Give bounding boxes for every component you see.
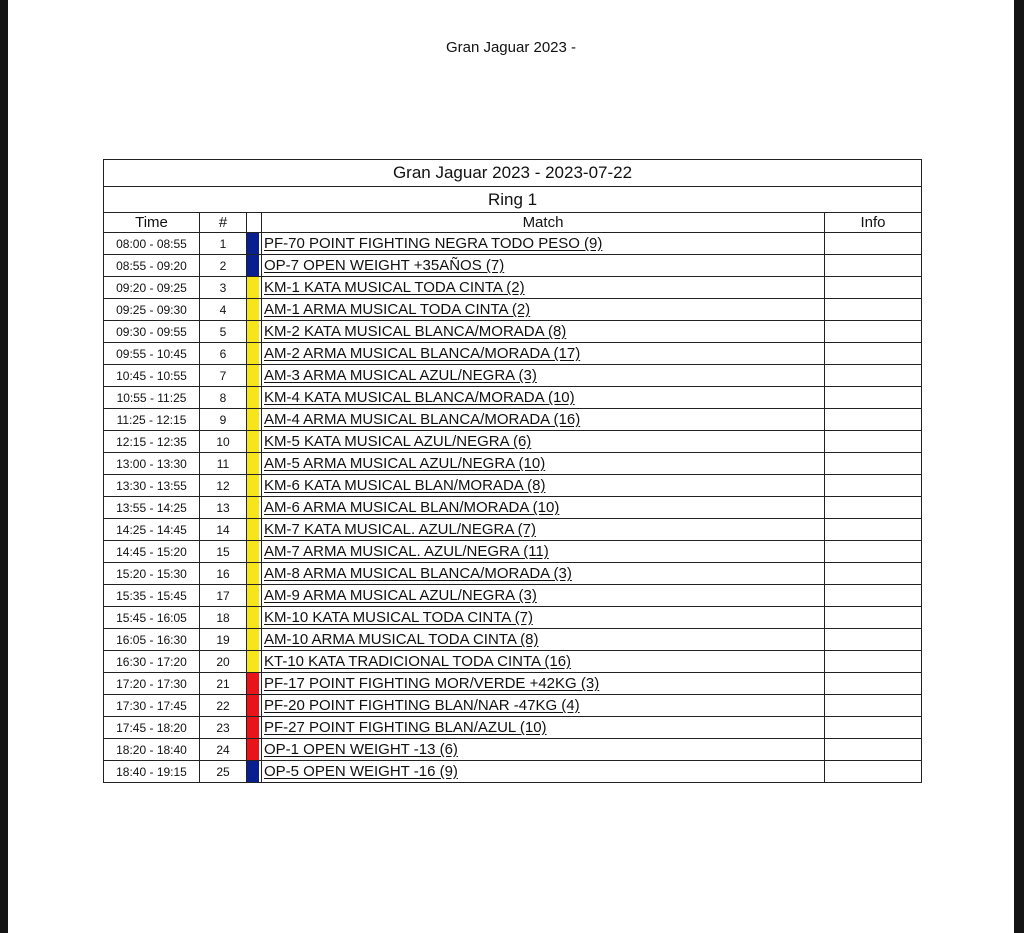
number-cell: 4: [200, 299, 247, 321]
number-cell: 8: [200, 387, 247, 409]
match-cell: PF-20 POINT FIGHTING BLAN/NAR -47KG (4): [262, 695, 825, 717]
color-swatch: [247, 321, 259, 342]
color-cell: [247, 563, 262, 585]
info-cell: [825, 585, 922, 607]
table-row: [104, 387, 922, 409]
color-cell: [247, 695, 262, 717]
color-cell: [247, 629, 262, 651]
number-cell: 3: [200, 277, 247, 299]
color-swatch: [247, 233, 259, 254]
table-title-row: [104, 160, 922, 187]
color-cell: [247, 673, 262, 695]
match-cell: KM-4 KATA MUSICAL BLANCA/MORADA (10): [262, 387, 825, 409]
info-cell: [825, 233, 922, 255]
match-cell: AM-2 ARMA MUSICAL BLANCA/MORADA (17): [262, 343, 825, 365]
time-cell: 14:25 - 14:45: [104, 519, 200, 541]
info-cell: [825, 475, 922, 497]
color-cell: [247, 431, 262, 453]
color-cell: [247, 717, 262, 739]
number-cell: 13: [200, 497, 247, 519]
time-cell: 14:45 - 15:20: [104, 541, 200, 563]
time-cell: 17:30 - 17:45: [104, 695, 200, 717]
info-cell: [825, 673, 922, 695]
table-row: [104, 717, 922, 739]
info-cell: [825, 277, 922, 299]
table-row: [104, 409, 922, 431]
info-cell: [825, 563, 922, 585]
color-swatch: [247, 673, 259, 694]
color-swatch: [247, 541, 259, 562]
color-swatch: [247, 761, 259, 782]
color-cell: [247, 387, 262, 409]
time-cell: 13:55 - 14:25: [104, 497, 200, 519]
number-cell: 18: [200, 607, 247, 629]
number-cell: 6: [200, 343, 247, 365]
color-cell: [247, 497, 262, 519]
color-cell: [247, 739, 262, 761]
color-cell: [247, 321, 262, 343]
column-header-color: [247, 213, 262, 233]
info-cell: [825, 629, 922, 651]
color-cell: [247, 541, 262, 563]
time-cell: 10:45 - 10:55: [104, 365, 200, 387]
match-cell: AM-7 ARMA MUSICAL. AZUL/NEGRA (11): [262, 541, 825, 563]
time-cell: 18:20 - 18:40: [104, 739, 200, 761]
number-cell: 10: [200, 431, 247, 453]
info-cell: [825, 299, 922, 321]
color-swatch: [247, 299, 259, 320]
number-cell: 20: [200, 651, 247, 673]
time-cell: 17:45 - 18:20: [104, 717, 200, 739]
column-header-number: #: [200, 213, 247, 233]
table-row: [104, 607, 922, 629]
table-row: [104, 365, 922, 387]
table-title: Gran Jaguar 2023 - 2023-07-22: [104, 160, 922, 187]
time-cell: 10:55 - 11:25: [104, 387, 200, 409]
match-cell: KM-2 KATA MUSICAL BLANCA/MORADA (8): [262, 321, 825, 343]
time-cell: 09:30 - 09:55: [104, 321, 200, 343]
number-cell: 11: [200, 453, 247, 475]
column-header-row: [104, 213, 922, 233]
table-row: [104, 299, 922, 321]
number-cell: 19: [200, 629, 247, 651]
number-cell: 5: [200, 321, 247, 343]
time-cell: 15:20 - 15:30: [104, 563, 200, 585]
color-cell: [247, 585, 262, 607]
color-swatch: [247, 343, 259, 364]
match-cell: OP-1 OPEN WEIGHT -13 (6): [262, 739, 825, 761]
table-row: [104, 651, 922, 673]
color-swatch: [247, 365, 259, 386]
time-cell: 12:15 - 12:35: [104, 431, 200, 453]
match-cell: AM-5 ARMA MUSICAL AZUL/NEGRA (10): [262, 453, 825, 475]
table-row: [104, 629, 922, 651]
color-cell: [247, 475, 262, 497]
table-row: [104, 695, 922, 717]
info-cell: [825, 365, 922, 387]
number-cell: 17: [200, 585, 247, 607]
color-cell: [247, 365, 262, 387]
color-cell: [247, 409, 262, 431]
match-cell: KM-5 KATA MUSICAL AZUL/NEGRA (6): [262, 431, 825, 453]
time-cell: 09:20 - 09:25: [104, 277, 200, 299]
info-cell: [825, 453, 922, 475]
match-cell: PF-17 POINT FIGHTING MOR/VERDE +42KG (3): [262, 673, 825, 695]
info-cell: [825, 409, 922, 431]
time-cell: 11:25 - 12:15: [104, 409, 200, 431]
color-swatch: [247, 563, 259, 584]
time-cell: 16:30 - 17:20: [104, 651, 200, 673]
match-cell: AM-8 ARMA MUSICAL BLANCA/MORADA (3): [262, 563, 825, 585]
number-cell: 14: [200, 519, 247, 541]
info-cell: [825, 761, 922, 783]
column-header-info: Info: [825, 213, 922, 233]
table-row: [104, 497, 922, 519]
info-cell: [825, 387, 922, 409]
info-cell: [825, 519, 922, 541]
match-cell: AM-3 ARMA MUSICAL AZUL/NEGRA (3): [262, 365, 825, 387]
color-cell: [247, 255, 262, 277]
match-cell: KM-6 KATA MUSICAL BLAN/MORADA (8): [262, 475, 825, 497]
time-cell: 13:00 - 13:30: [104, 453, 200, 475]
color-cell: [247, 233, 262, 255]
match-cell: AM-1 ARMA MUSICAL TODA CINTA (2): [262, 299, 825, 321]
match-cell: OP-7 OPEN WEIGHT +35AÑOS (7): [262, 255, 825, 277]
color-swatch: [247, 629, 259, 650]
table-row: [104, 673, 922, 695]
number-cell: 24: [200, 739, 247, 761]
column-header-time: Time: [104, 213, 200, 233]
match-cell: OP-5 OPEN WEIGHT -16 (9): [262, 761, 825, 783]
color-swatch: [247, 497, 259, 518]
table-row: [104, 321, 922, 343]
column-header-match: Match: [262, 213, 825, 233]
color-swatch: [247, 695, 259, 716]
number-cell: 25: [200, 761, 247, 783]
time-cell: 08:55 - 09:20: [104, 255, 200, 277]
match-cell: AM-6 ARMA MUSICAL BLAN/MORADA (10): [262, 497, 825, 519]
match-cell: KT-10 KATA TRADICIONAL TODA CINTA (16): [262, 651, 825, 673]
info-cell: [825, 695, 922, 717]
number-cell: 1: [200, 233, 247, 255]
info-cell: [825, 717, 922, 739]
time-cell: 09:25 - 09:30: [104, 299, 200, 321]
info-cell: [825, 651, 922, 673]
color-swatch: [247, 409, 259, 430]
info-cell: [825, 321, 922, 343]
number-cell: 23: [200, 717, 247, 739]
table-row: [104, 761, 922, 783]
ring-row: [104, 187, 922, 213]
time-cell: 15:35 - 15:45: [104, 585, 200, 607]
table-row: [104, 453, 922, 475]
color-swatch: [247, 651, 259, 672]
table-row: [104, 541, 922, 563]
table-row: [104, 563, 922, 585]
schedule-table: [103, 159, 922, 783]
color-cell: [247, 607, 262, 629]
table-row: [104, 277, 922, 299]
page-header: Gran Jaguar 2023 -: [445, 39, 577, 56]
table-row: [104, 233, 922, 255]
number-cell: 2: [200, 255, 247, 277]
match-cell: PF-27 POINT FIGHTING BLAN/AZUL (10): [262, 717, 825, 739]
table-row: [104, 255, 922, 277]
time-cell: 18:40 - 19:15: [104, 761, 200, 783]
info-cell: [825, 607, 922, 629]
number-cell: 16: [200, 563, 247, 585]
info-cell: [825, 431, 922, 453]
number-cell: 7: [200, 365, 247, 387]
match-cell: KM-7 KATA MUSICAL. AZUL/NEGRA (7): [262, 519, 825, 541]
color-cell: [247, 299, 262, 321]
time-cell: 17:20 - 17:30: [104, 673, 200, 695]
color-swatch: [247, 475, 259, 496]
info-cell: [825, 255, 922, 277]
color-swatch: [247, 387, 259, 408]
time-cell: 15:45 - 16:05: [104, 607, 200, 629]
color-swatch: [247, 255, 259, 276]
match-cell: AM-10 ARMA MUSICAL TODA CINTA (8): [262, 629, 825, 651]
info-cell: [825, 343, 922, 365]
table-row: [104, 475, 922, 497]
time-cell: 09:55 - 10:45: [104, 343, 200, 365]
match-cell: AM-9 ARMA MUSICAL AZUL/NEGRA (3): [262, 585, 825, 607]
time-cell: 13:30 - 13:55: [104, 475, 200, 497]
table-row: [104, 431, 922, 453]
document-page: [8, 0, 1014, 933]
color-swatch: [247, 453, 259, 474]
ring-label: Ring 1: [104, 187, 922, 213]
table-row: [104, 519, 922, 541]
number-cell: 12: [200, 475, 247, 497]
color-swatch: [247, 607, 259, 628]
match-cell: KM-10 KATA MUSICAL TODA CINTA (7): [262, 607, 825, 629]
number-cell: 22: [200, 695, 247, 717]
match-cell: AM-4 ARMA MUSICAL BLANCA/MORADA (16): [262, 409, 825, 431]
table-row: [104, 585, 922, 607]
color-cell: [247, 651, 262, 673]
color-cell: [247, 453, 262, 475]
info-cell: [825, 541, 922, 563]
schedule-body: [104, 233, 922, 783]
table-row: [104, 343, 922, 365]
info-cell: [825, 497, 922, 519]
color-cell: [247, 519, 262, 541]
time-cell: 16:05 - 16:30: [104, 629, 200, 651]
table-row: [104, 739, 922, 761]
color-swatch: [247, 585, 259, 606]
color-swatch: [247, 519, 259, 540]
color-swatch: [247, 277, 259, 298]
time-cell: 08:00 - 08:55: [104, 233, 200, 255]
color-cell: [247, 761, 262, 783]
color-swatch: [247, 431, 259, 452]
color-cell: [247, 277, 262, 299]
info-cell: [825, 739, 922, 761]
match-cell: PF-70 POINT FIGHTING NEGRA TODO PESO (9): [262, 233, 825, 255]
number-cell: 9: [200, 409, 247, 431]
color-cell: [247, 343, 262, 365]
number-cell: 15: [200, 541, 247, 563]
number-cell: 21: [200, 673, 247, 695]
color-swatch: [247, 717, 259, 738]
match-cell: KM-1 KATA MUSICAL TODA CINTA (2): [262, 277, 825, 299]
color-swatch: [247, 739, 259, 760]
